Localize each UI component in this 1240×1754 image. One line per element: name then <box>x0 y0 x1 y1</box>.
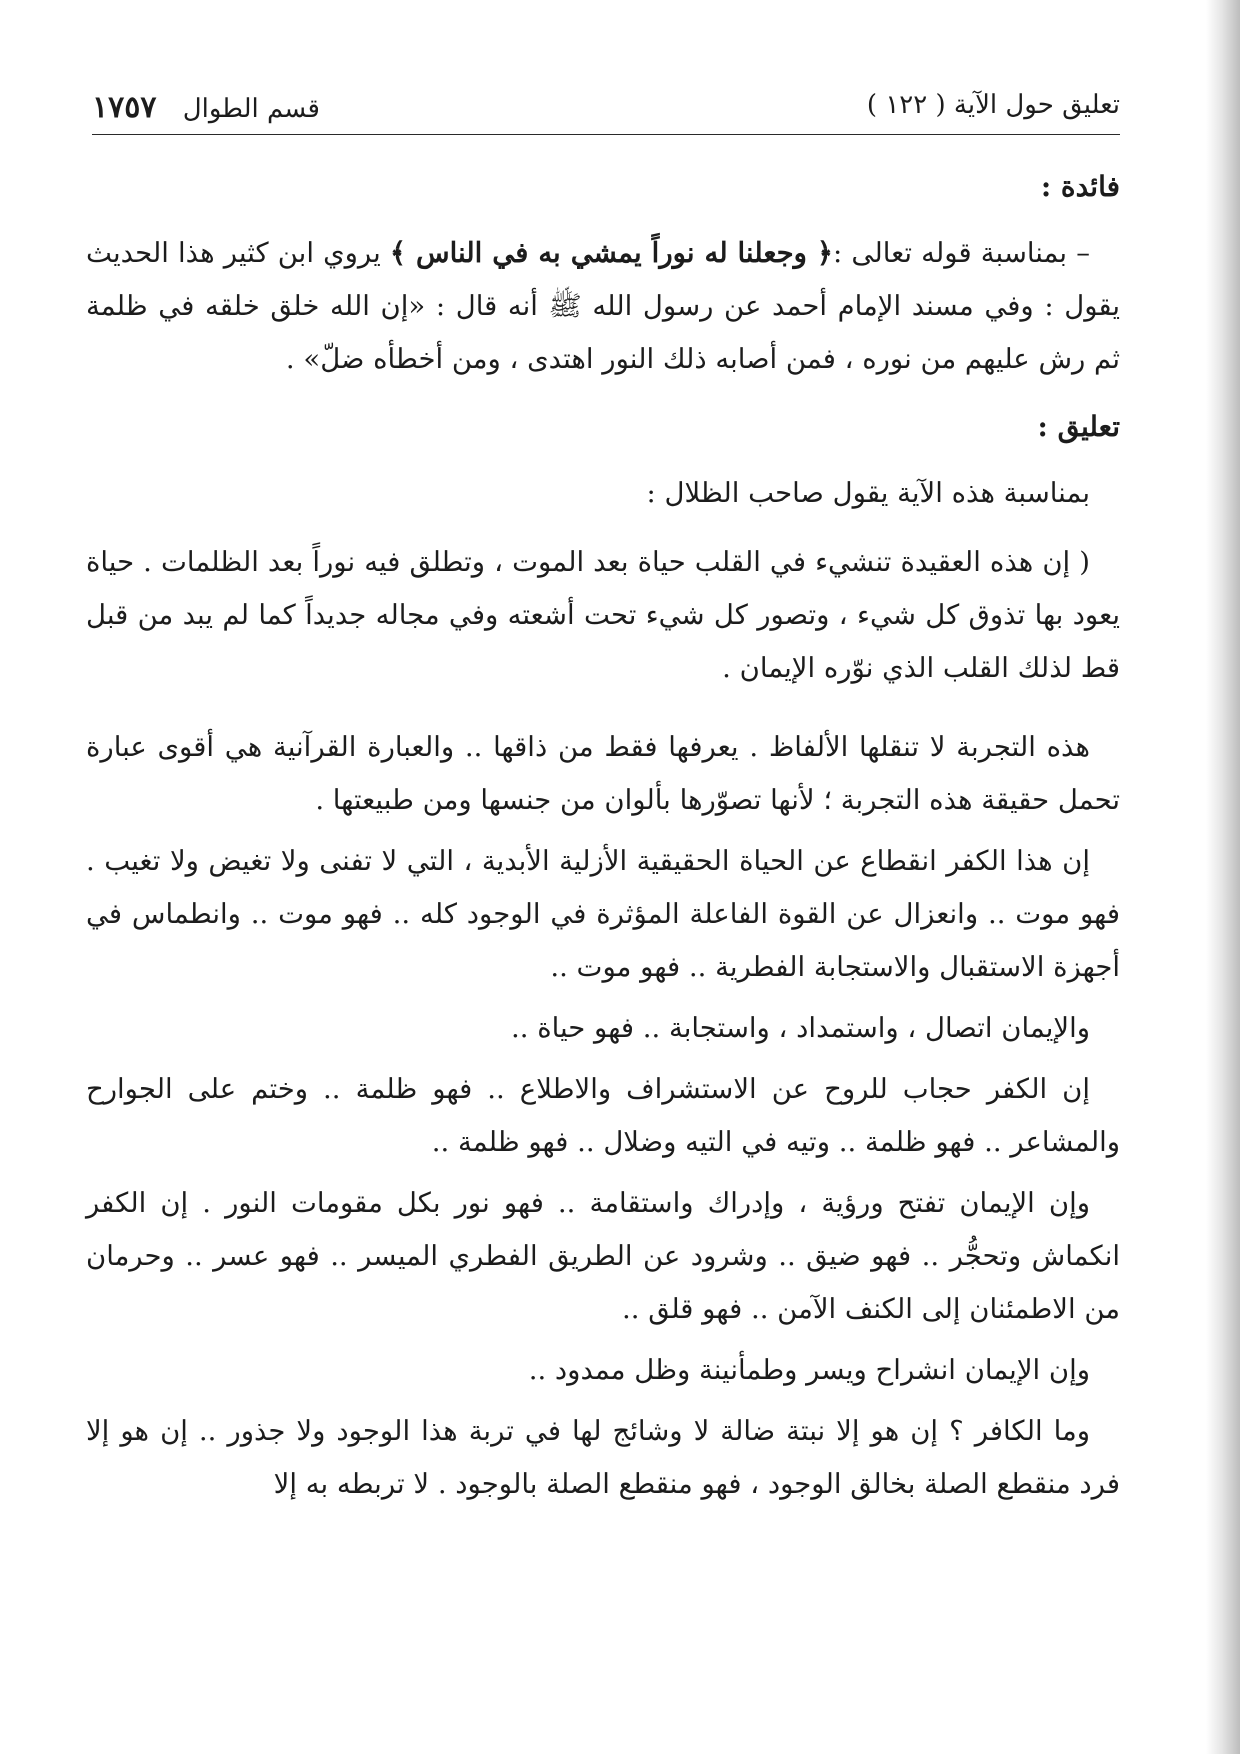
paragraph-iman-life: والإيمان اتصال ، واستمداد ، واستجابة .. فهو حياة .. <box>510 1012 1090 1044</box>
main-text <box>86 160 1120 1519</box>
running-header <box>92 84 1120 135</box>
paragraph-experience: هذه التجربة لا تنقلها الألفاظ . يعرفها فقط من ذاقها .. والعبارة القرآنية هي أقوى عبارة تحمل حقيقة هذه التجربة ؛ لأنها تصوّرها بألوان من جنسها ومن طبيعتها . <box>86 731 1120 816</box>
page-number: ١٧٥٧ <box>92 90 157 125</box>
header-part-name: قسم الطوال <box>182 94 320 124</box>
paragraph-kafir: وما الكافر ؟ إن هو إلا نبتة ضالة لا وشائج لها في تربة هذا الوجود ولا جذور .. إن هو إلا فرد منقطع الصلة بخالق الوجود ، فهو منقطع الصلة بالوجود . لا تربطه به إلا <box>86 1415 1120 1500</box>
paragraph-kufr-darkness: إن الكفر حجاب للروح عن الاستشراف والاطلاع .. فهو ظلمة .. وختم على الجوارح والمشاعر .. فهو ظلمة .. وتيه في التيه وضلال .. فهو ظلمة .. <box>86 1073 1120 1158</box>
heading-taliq: تعليق : <box>1037 410 1120 443</box>
paragraph-iman-light: وإن الإيمان تفتح ورؤية ، وإدراك واستقامة .. فهو نور بكل مقومات النور . إن الكفر انكماش وتحجُّر .. فهو ضيق .. وشرود عن الطريق الفطري الميسر .. فهو عسر .. وحرمان من الاطمئنان إلى الكنف الآمن .. فهو قلق .. <box>86 1187 1120 1325</box>
header-part-and-page <box>92 90 320 125</box>
taliq-intro: بمناسبة هذه الآية يقول صاحب الظلال : <box>646 477 1090 509</box>
faida-paragraph <box>86 227 1120 386</box>
paragraph-iman-ease: وإن الإيمان انشراح ويسر وطمأنينة وظل ممدود .. <box>528 1354 1090 1386</box>
faida-hadith: يروي ابن كثير هذا الحديث يقول : وفي مسند الإمام أحمد عن رسول الله ﷺ أنه قال : «إن الله خلق خلقه في ظلمة ثم رش عليهم من نوره ، فمن أصابه ذلك النور اهتدى ، ومن أخطأه ضلّ» . <box>86 237 1120 375</box>
scan-edge-shadow <box>1206 0 1240 1754</box>
paragraph-kufr-death: إن هذا الكفر انقطاع عن الحياة الحقيقية الأزلية الأبدية ، التي لا تفنى ولا تغيض ولا تغيب . فهو موت .. وانعزال عن القوة الفاعلة المؤثرة في الوجود كله .. فهو موت .. وانطماس في أجهزة الاستقبال والاستجابة الفطرية .. فهو موت .. <box>86 845 1120 983</box>
quran-verse: ﴿ وجعلنا له نوراً يمشي به في الناس ﴾ <box>389 237 833 269</box>
faida-lead: – بمناسبة قوله تعالى : <box>832 237 1090 269</box>
header-section-title: تعليق حول الآية ( ١٢٢ ) <box>866 90 1120 120</box>
heading-faida: فائدة : <box>1040 170 1120 203</box>
quote-paragraph-1: ( إن هذه العقيدة تنشيء في القلب حياة بعد الموت ، وتطلق فيه نوراً بعد الظلمات . حياة يعود بها تذوق كل شيء ، وتصور كل شيء تحت أشعته وفي مجاله جديداً كما لم يبد من قبل قط لذلك القلب الذي نوّره الإيمان . <box>86 546 1120 684</box>
